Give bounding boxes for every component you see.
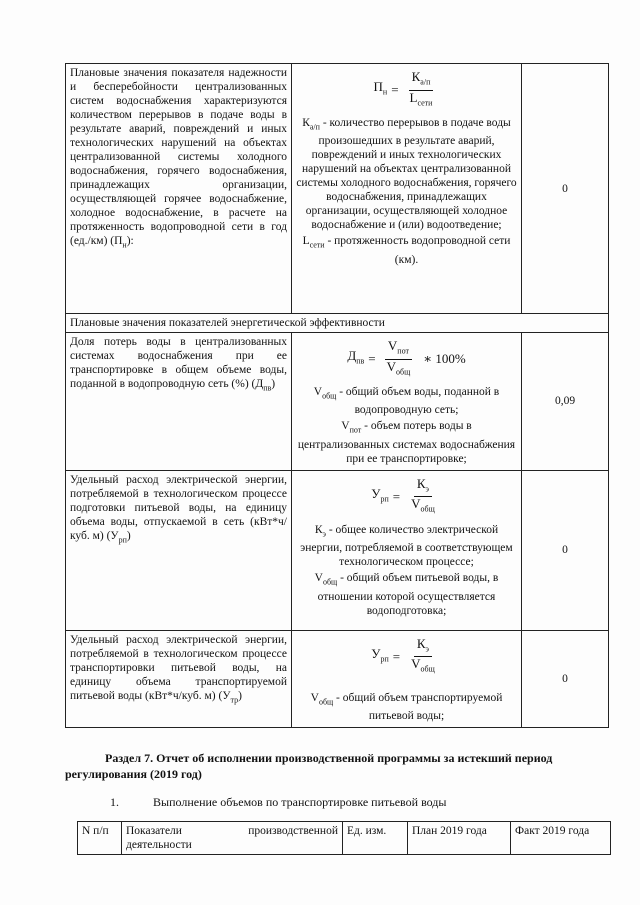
formula-legend: $V_{общ}$ - общий объем транспортируемой питьевой воды; — [310, 691, 503, 723]
indicator-formula-cell — [292, 333, 522, 471]
indicator-formula-cell — [292, 630, 522, 727]
indicator-description: Удельный расход электрической энергии, потребляемой в технологическом процессе транспортировки питьевой воды, на единицу объема транспортируемой питьевой воды (кВт*ч/куб. м) $(У_{тр})$ — [66, 630, 292, 727]
indicator-value: 0 — [522, 470, 609, 630]
column-header: Факт 2019 года — [511, 822, 611, 855]
column-header: Ед. изм. — [343, 822, 408, 855]
indicators-table — [65, 63, 609, 728]
indicator-description: Доля потерь воды в централизованных системах водоснабжения при ее транспортировке в общем объеме воды, поданной в водопроводную сеть (%) $(Д_{пв})$ — [66, 333, 292, 471]
column-header: Показатели производственной деятельности — [122, 822, 343, 855]
indicator-value: 0,09 — [522, 333, 609, 471]
indicator-formula-cell — [292, 470, 522, 630]
indicator-description: Плановые значения показателя надежности и бесперебойности централизованных систем водоснабжения характеризуются количеством перерывов в подаче воды в результате аварий, повреждений и иных технологических нарушений на объектах централизованной системы холодного водоснабжения, горячего водоснабжения, принадлежащих организации, осуществляющей горячее водоснабжение, холодное водоснабжение, в расчете на протяженность водопроводной сети в год (ед./км) $(П_н)$: — [66, 64, 292, 314]
column-header: N п/п — [78, 822, 122, 855]
formula-legend: $V_{пот}$ - объем потерь воды в централизованных системах водоснабжения при ее транспортировке; — [297, 420, 516, 465]
item-text: Выполнение объемов по транспортировке питьевой воды — [153, 795, 447, 809]
formula-legend: $L_{сети}$ - протяженность водопроводной сети (км). — [302, 235, 511, 266]
formula: $Д_{пв}$ = $\frac{V_{пот}}{V_{общ}}$ ∗ 100% — [347, 338, 466, 377]
section-7-title: Раздел 7. Отчет об исполнении производственной программы за истекший период регулирования (2019 год) — [65, 751, 553, 781]
formula: $У_{рп}$ = $\frac{К_э}{V_{общ}}$ — [371, 635, 435, 674]
production-table — [77, 821, 611, 855]
table-row — [66, 333, 609, 471]
column-header: План 2019 года — [408, 822, 511, 855]
section-row — [66, 314, 609, 333]
formula: $У_{рп}$ = $\frac{К_э}{V_{общ}}$ — [371, 475, 435, 514]
table-row — [66, 470, 609, 630]
indicator-value: 0 — [522, 64, 609, 314]
table-row — [66, 64, 609, 314]
formula-legend: $К_э$ - общее количество электрической энергии, потребляемой в соответствующем технологическом процессе; — [300, 523, 513, 569]
section-heading: Плановые значения показателей энергетической эффективности — [66, 314, 609, 333]
indicator-description: Удельный расход электрической энергии, потребляемой в технологическом процессе подготовки питьевой воды, на единицу объема воды, отпускаемой в сеть (кВт*ч/куб. м) $(У_{рп})$ — [66, 470, 292, 630]
list-item — [110, 795, 446, 810]
indicator-formula-cell — [292, 64, 522, 314]
formula-legend: $V_{общ}$ - общий объем питьевой воды, в отношении которой осуществляется водоподготовка; — [314, 572, 499, 617]
table-header-row — [78, 822, 611, 855]
formula-legend: $V_{общ}$ - общий объем воды, поданной в водопроводную сеть; — [313, 386, 500, 417]
item-number: 1. — [110, 795, 119, 809]
formula: $П_н$ = $\frac{К_{а/п}}{L_{сети}}$ — [373, 69, 433, 108]
indicator-value: 0 — [522, 630, 609, 727]
table-row — [66, 630, 609, 727]
formula-legend: $К_{а/п}$ - количество перерывов в подаче воды произошедших в результате аварий, повреждений и иных технологических нарушений на объектах централизованной системы холодного водоснабжения, горячего водоснабжения, принадлежащих организации, осуществляющей холодное водоснабжение и (или) водоотведение; — [296, 117, 517, 232]
